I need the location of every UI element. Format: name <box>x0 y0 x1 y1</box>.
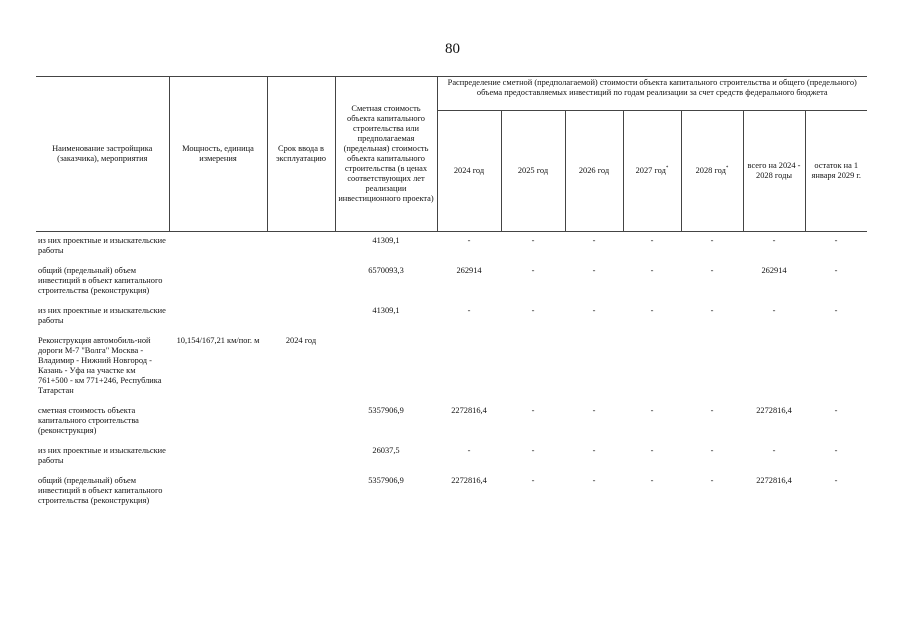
cell-y2027: - <box>650 306 654 315</box>
cell-rest: - <box>834 266 838 275</box>
header-capacity: Мощность, единица измерения <box>169 77 267 232</box>
cell-name: общий (предельный) объем инвестиций в объект капитального строительства (реконструкция) <box>38 476 163 505</box>
cell-name: из них проектные и изыскательские работы <box>38 446 166 465</box>
cell-y2028: - <box>710 446 714 455</box>
cell-total: - <box>772 236 776 245</box>
cell-y2024: 2272816,4 <box>451 476 487 485</box>
cell-y2025: - <box>531 266 535 275</box>
cell-y2024: 262914 <box>456 266 482 275</box>
cell-y2026 <box>565 332 623 402</box>
table-row <box>36 472 867 512</box>
cell-name: из них проектные и изыскательские работы <box>38 306 166 325</box>
cell-term <box>267 472 335 512</box>
cell-rest: - <box>834 306 838 315</box>
cell-cost: 5357906,9 <box>368 406 404 415</box>
cell-name: сметная стоимость объекта капитального строительства (реконструкция) <box>38 406 139 435</box>
page-number: 80 <box>445 41 460 57</box>
cell-y2028: - <box>710 236 714 245</box>
cell-rest: - <box>834 236 838 245</box>
cell-total <box>743 332 805 402</box>
cell-y2025 <box>501 332 565 402</box>
cell-y2025: - <box>531 406 535 415</box>
cell-y2026: - <box>592 266 596 275</box>
cell-cost: 6570093,3 <box>368 266 404 275</box>
cell-total: 2272816,4 <box>756 406 792 415</box>
cell-cost: 26037,5 <box>372 446 400 455</box>
table-header <box>36 77 867 232</box>
cell-y2024: 2272816,4 <box>451 406 487 415</box>
cell-capacity <box>169 472 267 512</box>
cell-y2024: - <box>467 236 471 245</box>
cell-term <box>267 232 335 263</box>
cell-y2028: - <box>710 306 714 315</box>
cell-name: Реконструкция автомобиль-ной дороги М-7 "Волга" Москва - Владимир - Нижний Новгород - Казань - Уфа на участке км 761+500 - км 771+246, Республика Татарстан <box>38 336 162 395</box>
cell-rest: - <box>834 446 838 455</box>
header-remainder: остаток на 1 января 2029 г. <box>805 111 867 232</box>
cell-y2028: - <box>710 266 714 275</box>
cell-capacity <box>169 442 267 472</box>
cell-y2024: - <box>467 306 471 315</box>
investment-table <box>36 76 867 512</box>
table-row <box>36 332 867 402</box>
table-row <box>36 232 867 263</box>
cell-y2027: - <box>650 476 654 485</box>
cell-cost: 41309,1 <box>372 306 400 315</box>
header-cost: Сметная стоимость объекта капитального строительства или предполагаемая (предельная) стоимость объекта капитального строительства (в ценах соответствующих лет реализации инвестиционного проекта) <box>335 77 437 232</box>
cell-y2027: - <box>650 266 654 275</box>
table-body <box>36 232 867 513</box>
cell-cost <box>335 332 437 402</box>
cell-total: - <box>772 306 776 315</box>
header-year-2027: 2027 год* <box>623 111 681 232</box>
cell-y2027 <box>623 332 681 402</box>
cell-name: из них проектные и изыскательские работы <box>38 236 166 255</box>
cell-y2028 <box>681 332 743 402</box>
cell-name: общий (предельный) объем инвестиций в объект капитального строительства (реконструкция) <box>38 266 163 295</box>
cell-rest: - <box>834 476 838 485</box>
cell-y2025: - <box>531 306 535 315</box>
cell-y2028: - <box>710 406 714 415</box>
cell-y2024: - <box>467 446 471 455</box>
cell-y2027: - <box>650 406 654 415</box>
cell-term <box>267 302 335 332</box>
cell-term: 2024 год <box>285 336 317 345</box>
header-name: Наименование застройщика (заказчика), мероприятия <box>36 77 169 232</box>
cell-capacity <box>169 262 267 302</box>
cell-total: 262914 <box>761 266 787 275</box>
cell-y2025: - <box>531 236 535 245</box>
cell-capacity <box>169 402 267 442</box>
cell-total: 2272816,4 <box>756 476 792 485</box>
cell-y2027: - <box>650 446 654 455</box>
cell-term <box>267 442 335 472</box>
cell-y2025: - <box>531 476 535 485</box>
cell-rest: - <box>834 406 838 415</box>
cell-term <box>267 262 335 302</box>
header-total: всего на 2024 - 2028 годы <box>743 111 805 232</box>
cell-y2025: - <box>531 446 535 455</box>
cell-y2026: - <box>592 406 596 415</box>
table-row <box>36 302 867 332</box>
cell-capacity <box>169 232 267 263</box>
header-year-2026: 2026 год <box>565 111 623 232</box>
cell-cost: 5357906,9 <box>368 476 404 485</box>
cell-y2026: - <box>592 306 596 315</box>
cell-term <box>267 402 335 442</box>
cell-capacity <box>169 302 267 332</box>
header-distribution: Распределение сметной (предполагаемой) стоимости объекта капитального строительства и общего (предельного) объема предоставляемых инвестиций по годам реализации за счет средств федерального бюджета <box>437 77 867 111</box>
cell-y2026: - <box>592 236 596 245</box>
cell-y2026: - <box>592 476 596 485</box>
cell-rest <box>805 332 867 402</box>
cell-y2024 <box>437 332 501 402</box>
cell-cost: 41309,1 <box>372 236 400 245</box>
cell-total: - <box>772 446 776 455</box>
header-year-2024: 2024 год <box>437 111 501 232</box>
header-year-2025: 2025 год <box>501 111 565 232</box>
table-row <box>36 442 867 472</box>
table-row <box>36 262 867 302</box>
table-row <box>36 402 867 442</box>
cell-y2027: - <box>650 236 654 245</box>
header-year-2028: 2028 год* <box>681 111 743 232</box>
cell-y2028: - <box>710 476 714 485</box>
cell-y2026: - <box>592 446 596 455</box>
cell-capacity: 10,154/167,21 км/пог. м <box>176 336 260 345</box>
header-term: Срок ввода в эксплуатацию <box>267 77 335 232</box>
